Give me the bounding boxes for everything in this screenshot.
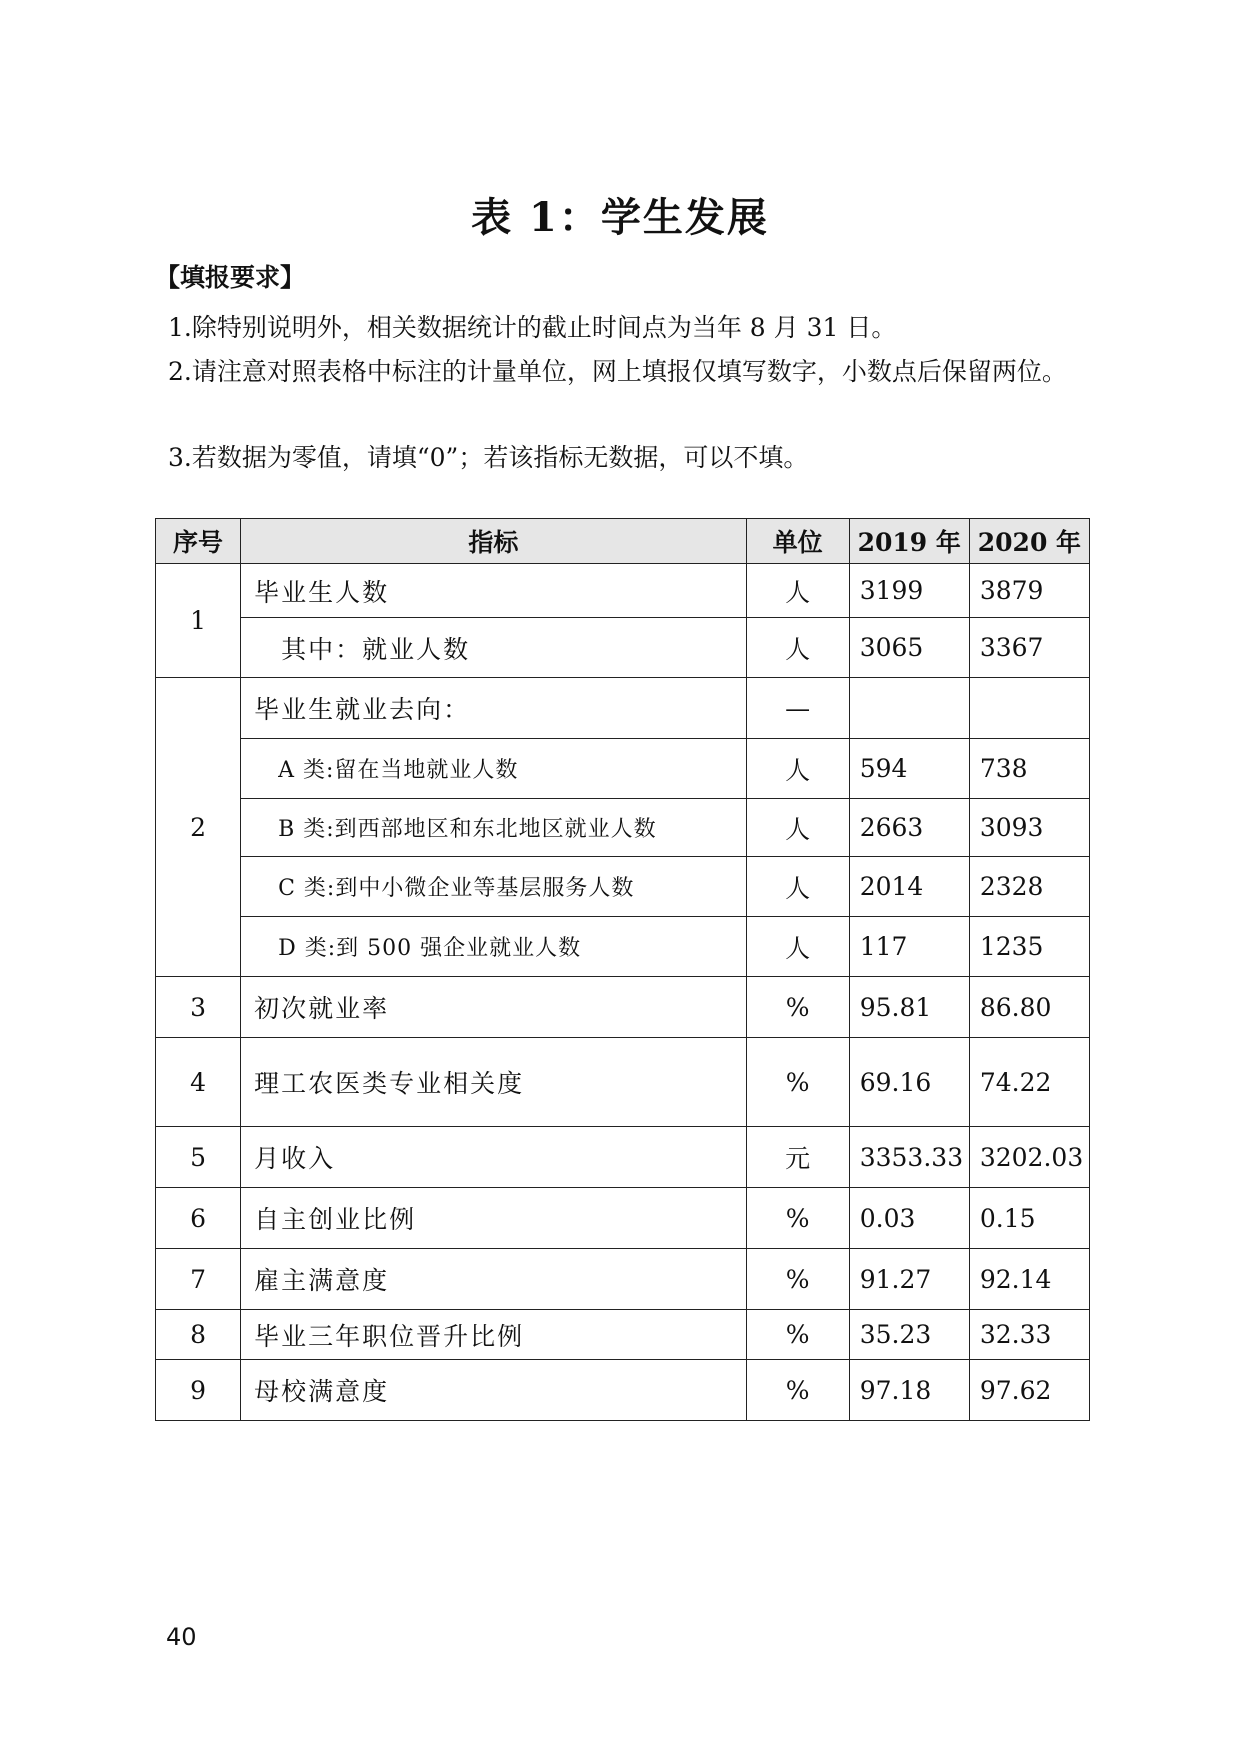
row-seq: 2 bbox=[156, 678, 241, 977]
row-value-2019: 69.16 bbox=[849, 1038, 969, 1127]
row-seq: 7 bbox=[156, 1249, 241, 1310]
row-seq: 3 bbox=[156, 977, 241, 1038]
table-row bbox=[156, 917, 1090, 977]
row-value-2019: 35.23 bbox=[849, 1310, 969, 1360]
table-row bbox=[156, 1127, 1090, 1188]
table-row bbox=[156, 1360, 1090, 1421]
row-unit: 人 bbox=[746, 917, 849, 977]
row-unit: % bbox=[746, 977, 849, 1038]
table-row bbox=[156, 564, 1090, 618]
row-indicator: 其中：就业人数 bbox=[241, 618, 747, 678]
row-seq: 1 bbox=[156, 564, 241, 678]
row-indicator: 毕业三年职位晋升比例 bbox=[241, 1310, 747, 1360]
row-seq: 9 bbox=[156, 1360, 241, 1421]
requirement-item-2: 2.请注意对照表格中标注的计量单位，网上填报仅填写数字，小数点后保留两位。 bbox=[168, 357, 1067, 386]
row-value-2020: 1235 bbox=[969, 917, 1089, 977]
row-value-2019: 97.18 bbox=[849, 1360, 969, 1421]
row-value-2019: 3199 bbox=[849, 564, 969, 618]
row-indicator: D 类:到 500 强企业就业人数 bbox=[241, 917, 747, 977]
row-seq: 5 bbox=[156, 1127, 241, 1188]
header-seq: 序号 bbox=[156, 519, 241, 564]
requirement-item-3: 3.若数据为零值，请填“0”；若该指标无数据，可以不填。 bbox=[168, 443, 809, 472]
row-value-2019: 3353.33 bbox=[849, 1127, 969, 1188]
table-row bbox=[156, 1038, 1090, 1127]
row-value-2020: 86.80 bbox=[969, 977, 1089, 1038]
row-unit: % bbox=[746, 1360, 849, 1421]
row-value-2020: 3367 bbox=[969, 618, 1089, 678]
row-value-2020: 92.14 bbox=[969, 1249, 1089, 1310]
table-row bbox=[156, 1249, 1090, 1310]
row-seq: 4 bbox=[156, 1038, 241, 1127]
row-unit: 人 bbox=[746, 799, 849, 857]
row-value-2019: 594 bbox=[849, 739, 969, 799]
row-indicator: C 类:到中小微企业等基层服务人数 bbox=[241, 857, 747, 917]
table-header-row bbox=[156, 519, 1090, 564]
page-title: 表 1：学生发展 bbox=[471, 194, 769, 241]
header-unit: 单位 bbox=[746, 519, 849, 564]
row-indicator: 毕业生就业去向： bbox=[241, 678, 747, 739]
table-row bbox=[156, 618, 1090, 678]
row-value-2019: 95.81 bbox=[849, 977, 969, 1038]
table-row bbox=[156, 739, 1090, 799]
header-indicator: 指标 bbox=[241, 519, 747, 564]
page-number: 40 bbox=[166, 1623, 197, 1651]
table-row bbox=[156, 1188, 1090, 1249]
student-development-table bbox=[155, 518, 1090, 1421]
row-value-2019: 2014 bbox=[849, 857, 969, 917]
table-row bbox=[156, 678, 1090, 739]
row-indicator: 雇主满意度 bbox=[241, 1249, 747, 1310]
row-value-2020: 3879 bbox=[969, 564, 1089, 618]
row-value-2020: 738 bbox=[969, 739, 1089, 799]
row-value-2020: 3202.03 bbox=[969, 1127, 1089, 1188]
row-indicator: 母校满意度 bbox=[241, 1360, 747, 1421]
row-indicator: 自主创业比例 bbox=[241, 1188, 747, 1249]
row-unit: % bbox=[746, 1038, 849, 1127]
table-row bbox=[156, 1310, 1090, 1360]
row-value-2020: 2328 bbox=[969, 857, 1089, 917]
row-value-2019: 3065 bbox=[849, 618, 969, 678]
row-value-2019: 91.27 bbox=[849, 1249, 969, 1310]
row-unit: 元 bbox=[746, 1127, 849, 1188]
row-indicator: 初次就业率 bbox=[241, 977, 747, 1038]
row-indicator: A 类:留在当地就业人数 bbox=[241, 739, 747, 799]
row-indicator: 毕业生人数 bbox=[241, 564, 747, 618]
row-unit: % bbox=[746, 1249, 849, 1310]
row-value-2019 bbox=[849, 678, 969, 739]
row-value-2020 bbox=[969, 678, 1089, 739]
requirement-item-1: 1.除特别说明外，相关数据统计的截止时间点为当年 8 月 31 日。 bbox=[168, 313, 897, 342]
table-row bbox=[156, 977, 1090, 1038]
row-value-2019: 2663 bbox=[849, 799, 969, 857]
row-unit: % bbox=[746, 1188, 849, 1249]
row-seq: 8 bbox=[156, 1310, 241, 1360]
header-2019: 2019 年 bbox=[849, 519, 969, 564]
row-unit: % bbox=[746, 1310, 849, 1360]
row-value-2020: 97.62 bbox=[969, 1360, 1089, 1421]
row-indicator: 理工农医类专业相关度 bbox=[241, 1038, 747, 1127]
row-value-2020: 32.33 bbox=[969, 1310, 1089, 1360]
row-seq: 6 bbox=[156, 1188, 241, 1249]
row-indicator: B 类:到西部地区和东北地区就业人数 bbox=[241, 799, 747, 857]
row-unit: — bbox=[746, 678, 849, 739]
row-value-2019: 117 bbox=[849, 917, 969, 977]
row-value-2019: 0.03 bbox=[849, 1188, 969, 1249]
requirements-heading: 【填报要求】 bbox=[155, 263, 306, 292]
row-value-2020: 3093 bbox=[969, 799, 1089, 857]
table-row bbox=[156, 857, 1090, 917]
row-value-2020: 0.15 bbox=[969, 1188, 1089, 1249]
row-indicator: 月收入 bbox=[241, 1127, 747, 1188]
row-unit: 人 bbox=[746, 564, 849, 618]
row-unit: 人 bbox=[746, 857, 849, 917]
row-value-2020: 74.22 bbox=[969, 1038, 1089, 1127]
row-unit: 人 bbox=[746, 739, 849, 799]
table-row bbox=[156, 799, 1090, 857]
row-unit: 人 bbox=[746, 618, 849, 678]
header-2020: 2020 年 bbox=[969, 519, 1089, 564]
